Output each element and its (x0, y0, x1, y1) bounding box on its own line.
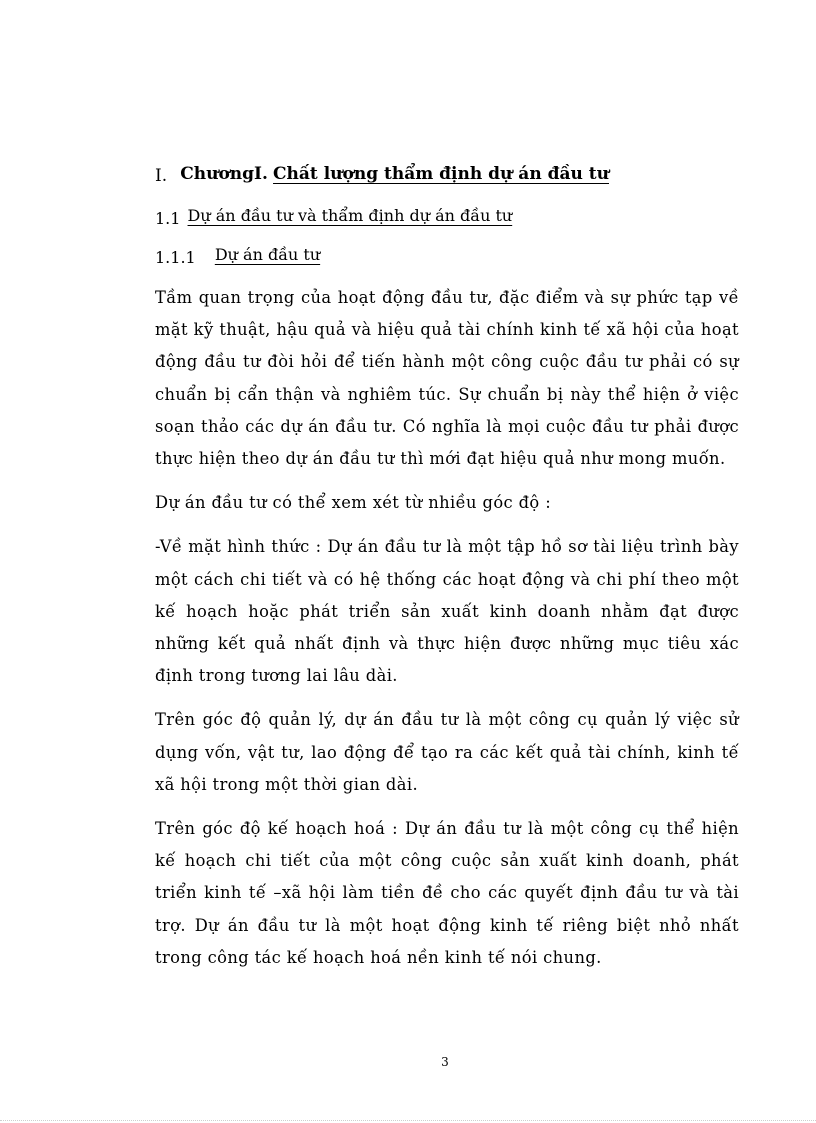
chapter-heading (155, 166, 621, 185)
page-number: 3 (441, 1055, 449, 1069)
section-heading (155, 208, 522, 227)
subsection-heading (155, 247, 330, 266)
section-title: Dự án đầu tư và thẩm định dự án đầu tư (187, 206, 513, 225)
body-text (155, 282, 739, 986)
paragraph: Dự án đầu tư có thể xem xét từ nhiều góc độ : (155, 493, 552, 513)
chapter-lead: ChươngI. (180, 164, 268, 184)
subsection-title: Dự án đầu tư (214, 245, 321, 264)
paragraph: -Về mặt hình thức : Dự án đầu tư là một tập hồ sơ tài liệu trình bày một cách chi tiết và có hệ thống các hoạt động và chi phí theo một kế hoạch hoặc phát triển sản xuất kinh doanh nhằm đạt được những kết quả nhất định và thực hiện được những mục tiêu xác định trong tương lai lâu dài. (155, 537, 739, 686)
subsection-number: 1.1.1 (155, 248, 196, 267)
chapter-number: I. (155, 166, 168, 186)
section-number: 1.1 (155, 209, 181, 228)
chapter-title: Chất lượng thẩm định dự án đầu tư (273, 164, 609, 184)
page-break-divider (0, 1120, 816, 1121)
paragraph: Trên góc độ quản lý, dự án đầu tư là một công cụ quản lý việc sử dụng vốn, vật tư, lao động để tạo ra các kết quả tài chính, kinh tế xã hội trong một thời gian dài. (155, 710, 739, 794)
paragraph: Tầm quan trọng của hoạt động đầu tư, đặc điểm và sự phức tạp về mặt kỹ thuật, hậu quả và hiệu quả tài chính kinh tế xã hội của hoạt động đầu tư đòi hỏi để tiến hành một công cuộc đầu tư phải có sự chuẩn bị cẩn thận và nghiêm túc. Sự chuẩn bị này thể hiện ở việc soạn thảo các dự án đầu tư. Có nghĩa là mọi cuộc đầu tư phải được thực hiện theo dự án đầu tư thì mới đạt hiệu quả như mong muốn. (155, 288, 739, 469)
paragraph: Trên góc độ kế hoạch hoá : Dự án đầu tư là một công cụ thể hiện kế hoạch chi tiết của một công cuộc sản xuất kinh doanh, phát triển kinh tế –xã hội làm tiền đề cho các quyết định đầu tư và tài trợ. Dự án đầu tư là một hoạt động kinh tế riêng biệt nhỏ nhất trong công tác kế hoạch hoá nền kinh tế nói chung. (155, 819, 739, 967)
